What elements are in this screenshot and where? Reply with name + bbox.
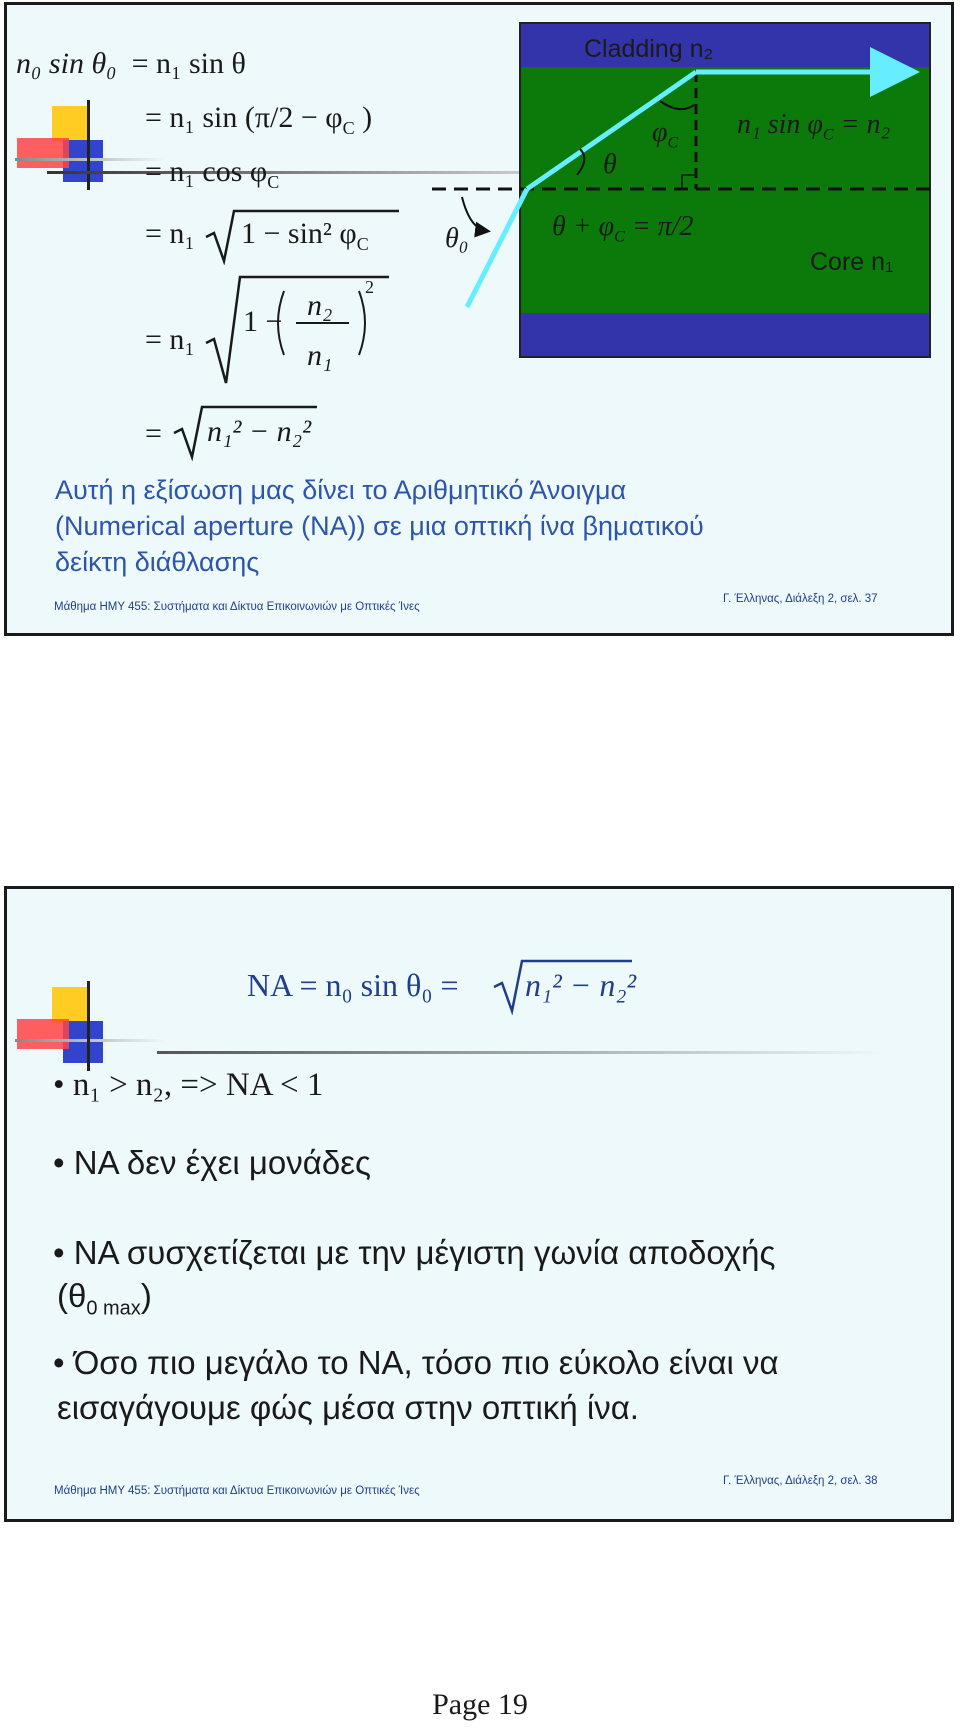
cladding-top <box>520 23 930 67</box>
bullet-4: • Όσο πιο μεγάλο το NA, τόσο πιο εύκολο είναι να <box>53 1344 779 1381</box>
footer-course: Μάθημα ΗΜΥ 455: Συστήματα και Δίκτυα Επικοινωνιών με Οπτικές Ίνες <box>54 1485 420 1497</box>
bullet-1: • n₁ > n₂, => NA < 1 <box>53 1067 324 1103</box>
slide-logo-decoration-icon <box>15 100 165 190</box>
body-text-line-2: (Numerical aperture (NA)) σε μια οπτική ίνα βηματικού <box>55 511 704 541</box>
equation-line-6-root: n₁² − n₂² <box>207 415 312 448</box>
bullet-4-continuation: εισαγάγουμε φώς μέσα στην οπτική ίνα. <box>57 1389 639 1426</box>
na-title-equation: NA = n₀ sin θ₀ = <box>247 967 459 1003</box>
theta-label: θ <box>603 149 617 180</box>
fraction-numerator: n₂ <box>307 289 333 322</box>
phi-c-label: $\varphi_C$ <box>652 117 679 152</box>
equation-line-2: = n₁ $\sin (\pi/2 - \varphi_C$ ) <box>145 101 373 138</box>
equation-line-4-root: 1 − sin² $\varphi_C$ <box>241 217 369 254</box>
equation-line-5-lhs: = n₁ <box>145 323 195 356</box>
na-title-root: n₁² − n₂² <box>525 967 637 1003</box>
body-text-line-1: Αυτή η εξίσωση μας δίνει το Αριθμητικό Άνοιγμα <box>55 475 627 505</box>
equation-line-3: = n₁ $\cos \varphi_C$ <box>145 155 280 192</box>
slide-37 <box>4 2 954 636</box>
equation-line-1: n₀ sin θ₀ = n₁ sin θ <box>16 47 246 80</box>
equation-line-4-lhs: = n₁ <box>145 217 195 250</box>
title-separator <box>157 1051 887 1054</box>
theta0-label: θ₀ <box>445 223 469 254</box>
core-label: Core n₁ <box>810 248 894 276</box>
equation-line-6-lhs: = <box>145 417 162 450</box>
cladding-label: Cladding n₂ <box>584 35 714 63</box>
fiber-diagram <box>432 17 932 367</box>
bullet-2: • NA δεν έχει μονάδες <box>53 1144 371 1181</box>
footer-course: Μάθημα ΗΜΥ 455: Συστήματα και Δίκτυα Επικοινωνιών με Οπτικές Ίνες <box>54 601 420 613</box>
cladding-bottom <box>520 313 930 357</box>
fraction-denominator: n₁ <box>307 339 333 372</box>
bullet-3-continuation: $(\theta_{0 max})$ <box>57 1277 152 1320</box>
slide-logo-decoration-icon <box>15 981 165 1071</box>
core-region <box>520 67 930 325</box>
slide-38 <box>4 886 954 1522</box>
footer-slide-number: Γ. Έλληνας, Διάλεξη 2, σελ. 37 <box>723 593 878 605</box>
equation-line-5-one: 1 − <box>243 305 283 338</box>
snell-equation: n₁ $\sin \varphi_C = n_2$ <box>737 109 891 144</box>
bullet-3: • NA συσχετίζεται με την μέγιστη γωνία αποδοχής <box>53 1234 776 1271</box>
angle-sum-equation: $\theta + \varphi_C = \pi/2$ <box>552 211 694 246</box>
fraction-exponent: 2 <box>365 277 374 297</box>
page-number: Page 19 <box>432 1688 528 1721</box>
footer-slide-number: Γ. Έλληνας, Διάλεξη 2, σελ. 38 <box>723 1475 878 1487</box>
body-text-line-3: δείκτη διάθλασης <box>55 547 260 577</box>
